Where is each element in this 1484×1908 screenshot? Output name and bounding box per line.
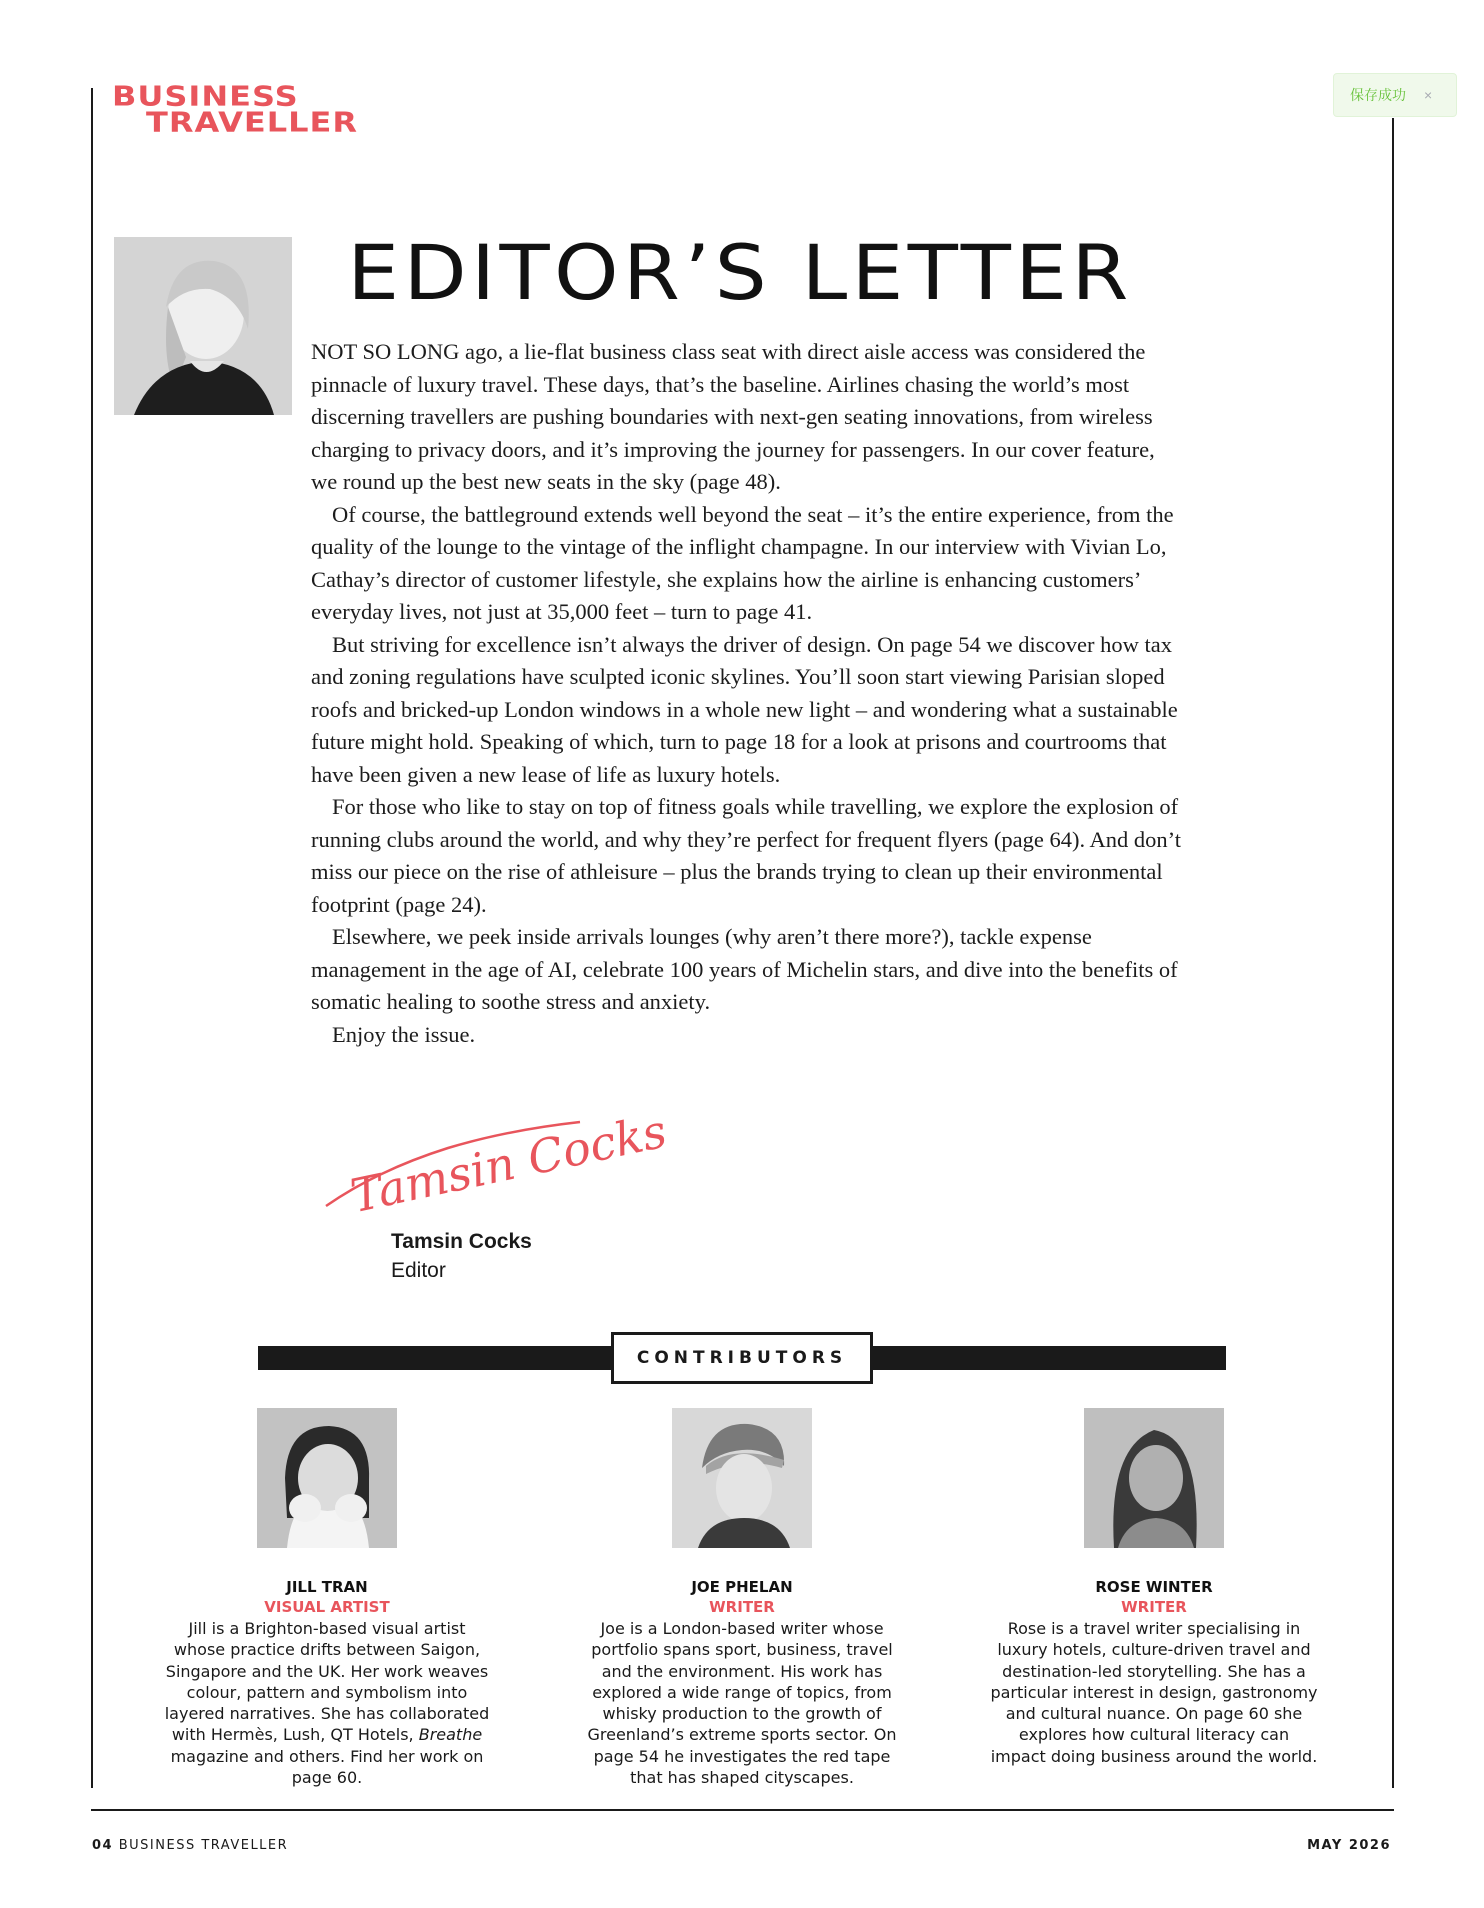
footer-issue-date: MAY 2026	[1307, 1838, 1391, 1853]
brand-logo-line2: TRAVELLER	[146, 105, 358, 139]
page-number: 04	[92, 1838, 114, 1853]
contributor-avatar	[257, 1408, 397, 1548]
page-title: EDITOR’S LETTER	[347, 228, 1133, 317]
contributor-bio: Rose is a travel writer specialising in luxury hotels, culture-driven travel and destination-led storytelling. She has a particular interest in design, gastronomy and cultural nuance. On page 60 she explores how cultural literacy can impact doing business around the world.	[990, 1619, 1318, 1766]
brand-logo	[112, 79, 358, 139]
contributors-heading: CONTRIBUTORS	[611, 1332, 873, 1384]
bio-italic-text: Breathe	[418, 1725, 483, 1745]
contributor-role: WRITER	[709, 1598, 775, 1616]
contributor-role: WRITER	[1121, 1598, 1187, 1616]
letter-paragraph: Of course, the battleground extends well beyond the seat – it’s the entire experience, from the quality of the lounge to the vintage of the inflight champagne. In our interview with Vivian Lo, Cathay’s director of customer lifestyle, she explains how the airline is enhancing customers’ everyday lives, not just at 35,000 feet – turn to page 41.	[311, 501, 1174, 624]
close-icon[interactable]: ×	[1424, 87, 1433, 103]
contributor-card	[989, 1408, 1319, 1767]
editor-name: Tamsin Cocks	[391, 1230, 532, 1253]
contributor-avatar	[1084, 1408, 1224, 1548]
letter-paragraph: NOT SO LONG ago, a lie-flat business class seat with direct aisle access was considered the pinnacle of luxury travel. These days, that’s the baseline. Airlines chasing the world’s most discerning travellers are pushing boundaries with next-gen seating innovations, from wireless charging to privacy doors, and it’s improving the journey for passengers. In our cover feature, we round up the best new seats in the sky (page 48).	[311, 339, 1155, 494]
footer-folio	[92, 1838, 288, 1853]
letter-body	[311, 336, 1181, 1051]
footer-publication: BUSINESS TRAVELLER	[118, 1838, 289, 1853]
contributor-name: JILL TRAN	[286, 1578, 368, 1596]
contributor-role: VISUAL ARTIST	[264, 1598, 390, 1616]
frame-left-rule	[91, 88, 93, 1788]
bio-text: magazine and others. Find her work on page 60.	[170, 1746, 484, 1788]
contributor-name: ROSE WINTER	[1095, 1578, 1213, 1596]
letter-paragraph: Enjoy the issue.	[332, 1021, 476, 1047]
letter-paragraph: Elsewhere, we peek inside arrivals lounges (why aren’t there more?), tackle expense management in the age of AI, celebrate 100 years of Michelin stars, and dive into the benefits of somatic healing to soothe stress and anxiety.	[311, 924, 1178, 1014]
contributor-bio	[162, 1618, 492, 1788]
signature-text: Tamsin Cocks	[346, 1103, 672, 1224]
letter-paragraph: For those who like to stay on top of fitness goals while travelling, we explore the explosion of running clubs around the world, and why they’re perfect for frequent flyers (page 64). And don’t miss our piece on the rise of athleisure – plus the brands trying to clean up their environmental footprint (page 24).	[311, 794, 1181, 917]
contributor-name: JOE PHELAN	[691, 1578, 793, 1596]
save-success-toast	[1333, 73, 1457, 117]
letter-paragraph: But striving for excellence isn’t always the driver of design. On page 54 we discover how tax and zoning regulations have sculpted iconic skylines. You’ll soon start viewing Parisian sloped roofs and bricked-up London windows in a whole new light – and wondering what a sustainable future might hold. Speaking of which, turn to page 18 for a look at prisons and courtrooms that have been given a new lease of life as luxury hotels.	[311, 631, 1178, 787]
toast-message: 保存成功	[1350, 87, 1406, 103]
editor-signature	[318, 1103, 672, 1228]
contributor-bio: Joe is a London-based writer whose portfolio spans sport, business, travel and the environment. His work has explored a wide range of topics, from whisky production to the growth of Greenland’s extreme sports sector. On page 54 he investigates the red tape that has shaped cityscapes.	[587, 1619, 897, 1788]
contributor-card	[577, 1408, 907, 1788]
bio-text: Jill is a Brighton-based visual artist whose practice drifts between Saigon, Singapore and the UK. Her work weaves colour, pattern and symbolism into layered narratives. She has collaborated with Hermès, Lush, QT Hotels,	[164, 1619, 490, 1745]
editor-role: Editor	[391, 1259, 446, 1282]
frame-right-rule	[1392, 118, 1394, 1788]
contributor-avatar	[672, 1408, 812, 1548]
brand-logo-line1: BUSINESS	[112, 79, 299, 113]
contributor-card	[162, 1408, 492, 1788]
footer-rule	[91, 1809, 1394, 1811]
